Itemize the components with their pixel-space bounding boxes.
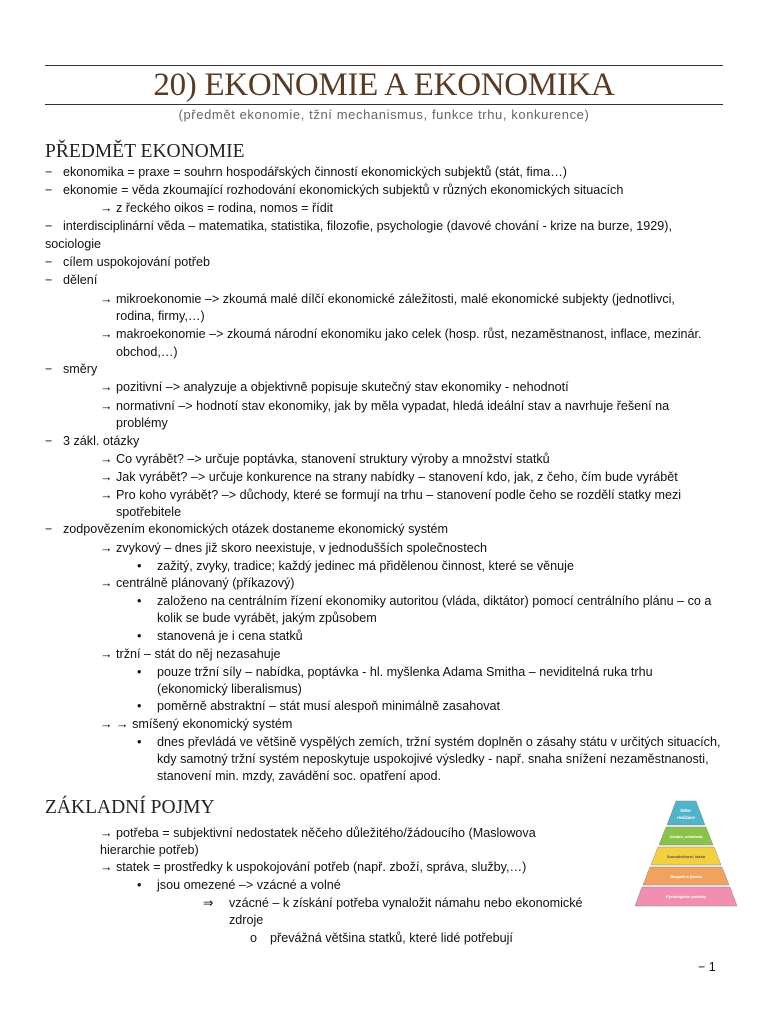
text-line: směry [63, 362, 98, 376]
dash-bullet: − [45, 165, 53, 179]
text-line: zvykový – dnes již skoro neexistuje, v jednodušších společnostech [116, 541, 488, 555]
text-line: potřeba = subjektivní nedostatek něčeho důležitého/žádoucího (Maslowova [116, 826, 536, 840]
arrow-bullet: → [100, 488, 113, 502]
dash-bullet: − [45, 434, 53, 448]
dot-bullet: • [137, 629, 142, 643]
text-line: statek = prostředky k uspokojování potřeb (např. zboží, správa, služby,…) [116, 860, 527, 874]
arrow-bullet: → [100, 826, 113, 840]
arrow-bullet: → [100, 576, 113, 590]
text-line: převážná většina statků, které lidé potřebují [270, 931, 513, 945]
text-line: zdroje [229, 913, 264, 927]
text-line: centrálně plánovaný (příkazový) [116, 576, 295, 590]
arrow-bullet: → [100, 647, 113, 661]
pyramid-level-1 [667, 801, 705, 825]
pyramid-label-2: Uznání, sebeúcta [669, 834, 703, 839]
arrow-bullet: → [100, 380, 113, 394]
text-line: sociologie [45, 237, 102, 251]
dot-bullet: • [137, 594, 142, 608]
dot-bullet: • [137, 735, 142, 749]
arrow-bullet: → [100, 717, 113, 731]
dot-bullet: • [137, 699, 142, 713]
arrow-bullet: → [100, 860, 113, 874]
pyramid-label-3: Sounáležitost, láska [666, 854, 706, 859]
text-line: 3 zákl. otázky [63, 434, 140, 448]
text-line: pouze tržní síly – nabídka, poptávka - hl. myšlenka Adama Smitha – neviditelná ruka trhu [157, 665, 653, 679]
page-number: − 1 [698, 960, 716, 974]
text-line: stanovená je i cena statků [157, 629, 303, 643]
dash-bullet: − [45, 522, 53, 536]
text-line: pozitivní –> analyzuje a objektivně popisuje skutečný stav ekonomiky - nehodnotí [116, 380, 569, 394]
arrow-bullet: → [100, 399, 113, 413]
dot-bullet: • [137, 559, 142, 573]
text-line: kdy samotný tržní systém neposkytuje uspokojivé výsledky - např. snaha snížení nezaměstnanosti, [157, 752, 709, 766]
text-line: interdisciplinární věda – matematika, statistika, filozofie, psychologie (davové chování - krize na burze, 1929), [63, 219, 673, 233]
dash-bullet: − [45, 362, 53, 376]
dot-bullet: • [137, 878, 142, 892]
text-line: Jak vyrábět? –> určuje konkurence na strany nabídky – stanovení kdo, jak, z čeho, čím bude vyrábět [116, 470, 678, 484]
pyramid-label-4: Bezpečí a jistota [670, 874, 702, 879]
arrow-bullet: → [100, 327, 113, 341]
implies-bullet: ⇒ [203, 896, 214, 910]
text-line: jsou omezené –> vzácné a volné [157, 878, 341, 892]
text-line: hierarchie potřeb) [100, 843, 199, 857]
arrow-bullet: → [100, 201, 113, 215]
arrow-bullet: → [100, 452, 113, 466]
arrow-bullet: → [100, 292, 113, 306]
text-line: → smíšený ekonomický systém [116, 717, 293, 731]
text-line: Co vyrábět? –> určuje poptávka, stanovení struktury výroby a množství statků [116, 452, 550, 466]
circle-bullet: o [250, 931, 258, 945]
section-heading-zakladni-pojmy: ZÁKLADNÍ POJMY [45, 797, 215, 818]
dash-bullet: − [45, 273, 53, 287]
text-line: vzácné – k získání potřeba vynaložit námahu nebo ekonomické [229, 896, 583, 910]
text-line: makroekonomie –> zkoumá národní ekonomiku jako celek (hosp. růst, nezaměstnanost, inflace, mezinár. [116, 327, 702, 341]
text-line: obchod,…) [116, 345, 178, 359]
text-line: Pro koho vyrábět? –> důchody, které se formují na trhu – stanovení podle čeho se rozdělí statky mezi [116, 488, 682, 502]
text-line: zodpovězením ekonomických otázek dostaneme ekonomický systém [63, 522, 448, 536]
dash-bullet: − [45, 219, 53, 233]
text-line: (ekonomický liberalismus) [157, 682, 302, 696]
section-heading-predmet: PŘEDMĚT EKONOMIE [45, 141, 245, 162]
maslow-pyramid [628, 793, 744, 913]
text-line: poměrně abstraktní – stát musí alespoň minimálně zasahovat [157, 699, 501, 713]
arrow-bullet: → [100, 541, 113, 555]
text-line: cílem uspokojování potřeb [63, 255, 211, 269]
text-line: dělení [63, 273, 98, 287]
text-line: zažitý, zvyky, tradice; každý jedinec má přidělenou činnost, které se věnuje [157, 559, 574, 573]
dash-bullet: − [45, 183, 53, 197]
text-line: kolik se bude vyrábět, jakým způsobem [157, 611, 377, 625]
text-line: dnes převládá ve většině vyspělých zemích, tržní systém doplněn o zásahy státu v určitých situacích, [157, 735, 721, 749]
text-line: spotřebitele [116, 505, 182, 519]
dash-bullet: − [45, 255, 53, 269]
text-line: mikroekonomie –> zkoumá malé dílčí ekonomické záležitosti, malé ekonomické subjekty (jednotlivci, [116, 292, 675, 306]
arrow-bullet: → [100, 470, 113, 484]
page-subtitle: (předmět ekonomie, tžní mechanismus, funkce trhu, konkurence) [178, 107, 590, 122]
pyramid-label-1a: Sebe- [680, 808, 692, 813]
title-underline [45, 104, 723, 105]
text-line: ekonomie = věda zkoumající rozhodování ekonomických subjektů v různých ekonomických situacích [63, 183, 624, 197]
text-line: rodina, firmy,…) [116, 309, 205, 323]
pyramid-label-5: Fyziologické potřeby [666, 894, 706, 899]
text-line: ekonomika = praxe = souhrn hospodářských činností ekonomických subjektů (stát, fima…) [63, 165, 567, 179]
text-line: problémy [116, 416, 168, 430]
text-line: založeno na centrálním řízení ekonomiky autoritou (vláda, diktátor) pomocí centrálního plánu – co a [157, 594, 712, 608]
text-line: tržní – stát do něj nezasahuje [116, 647, 281, 661]
dot-bullet: • [137, 665, 142, 679]
text-line: normativní –> hodnotí stav ekonomiky, jak by měla vypadat, hledá ideální stav a navrhuje řešení na [116, 399, 670, 413]
text-line: z řeckého oikos = rodina, nomos = řídit [116, 201, 334, 215]
pyramid-label-1b: realizace [677, 815, 695, 820]
page-title: 20) EKONOMIE A EKONOMIKA [153, 67, 615, 103]
text-line: stanovení min. mzdy, zavádění soc. opatření apod. [157, 769, 441, 783]
